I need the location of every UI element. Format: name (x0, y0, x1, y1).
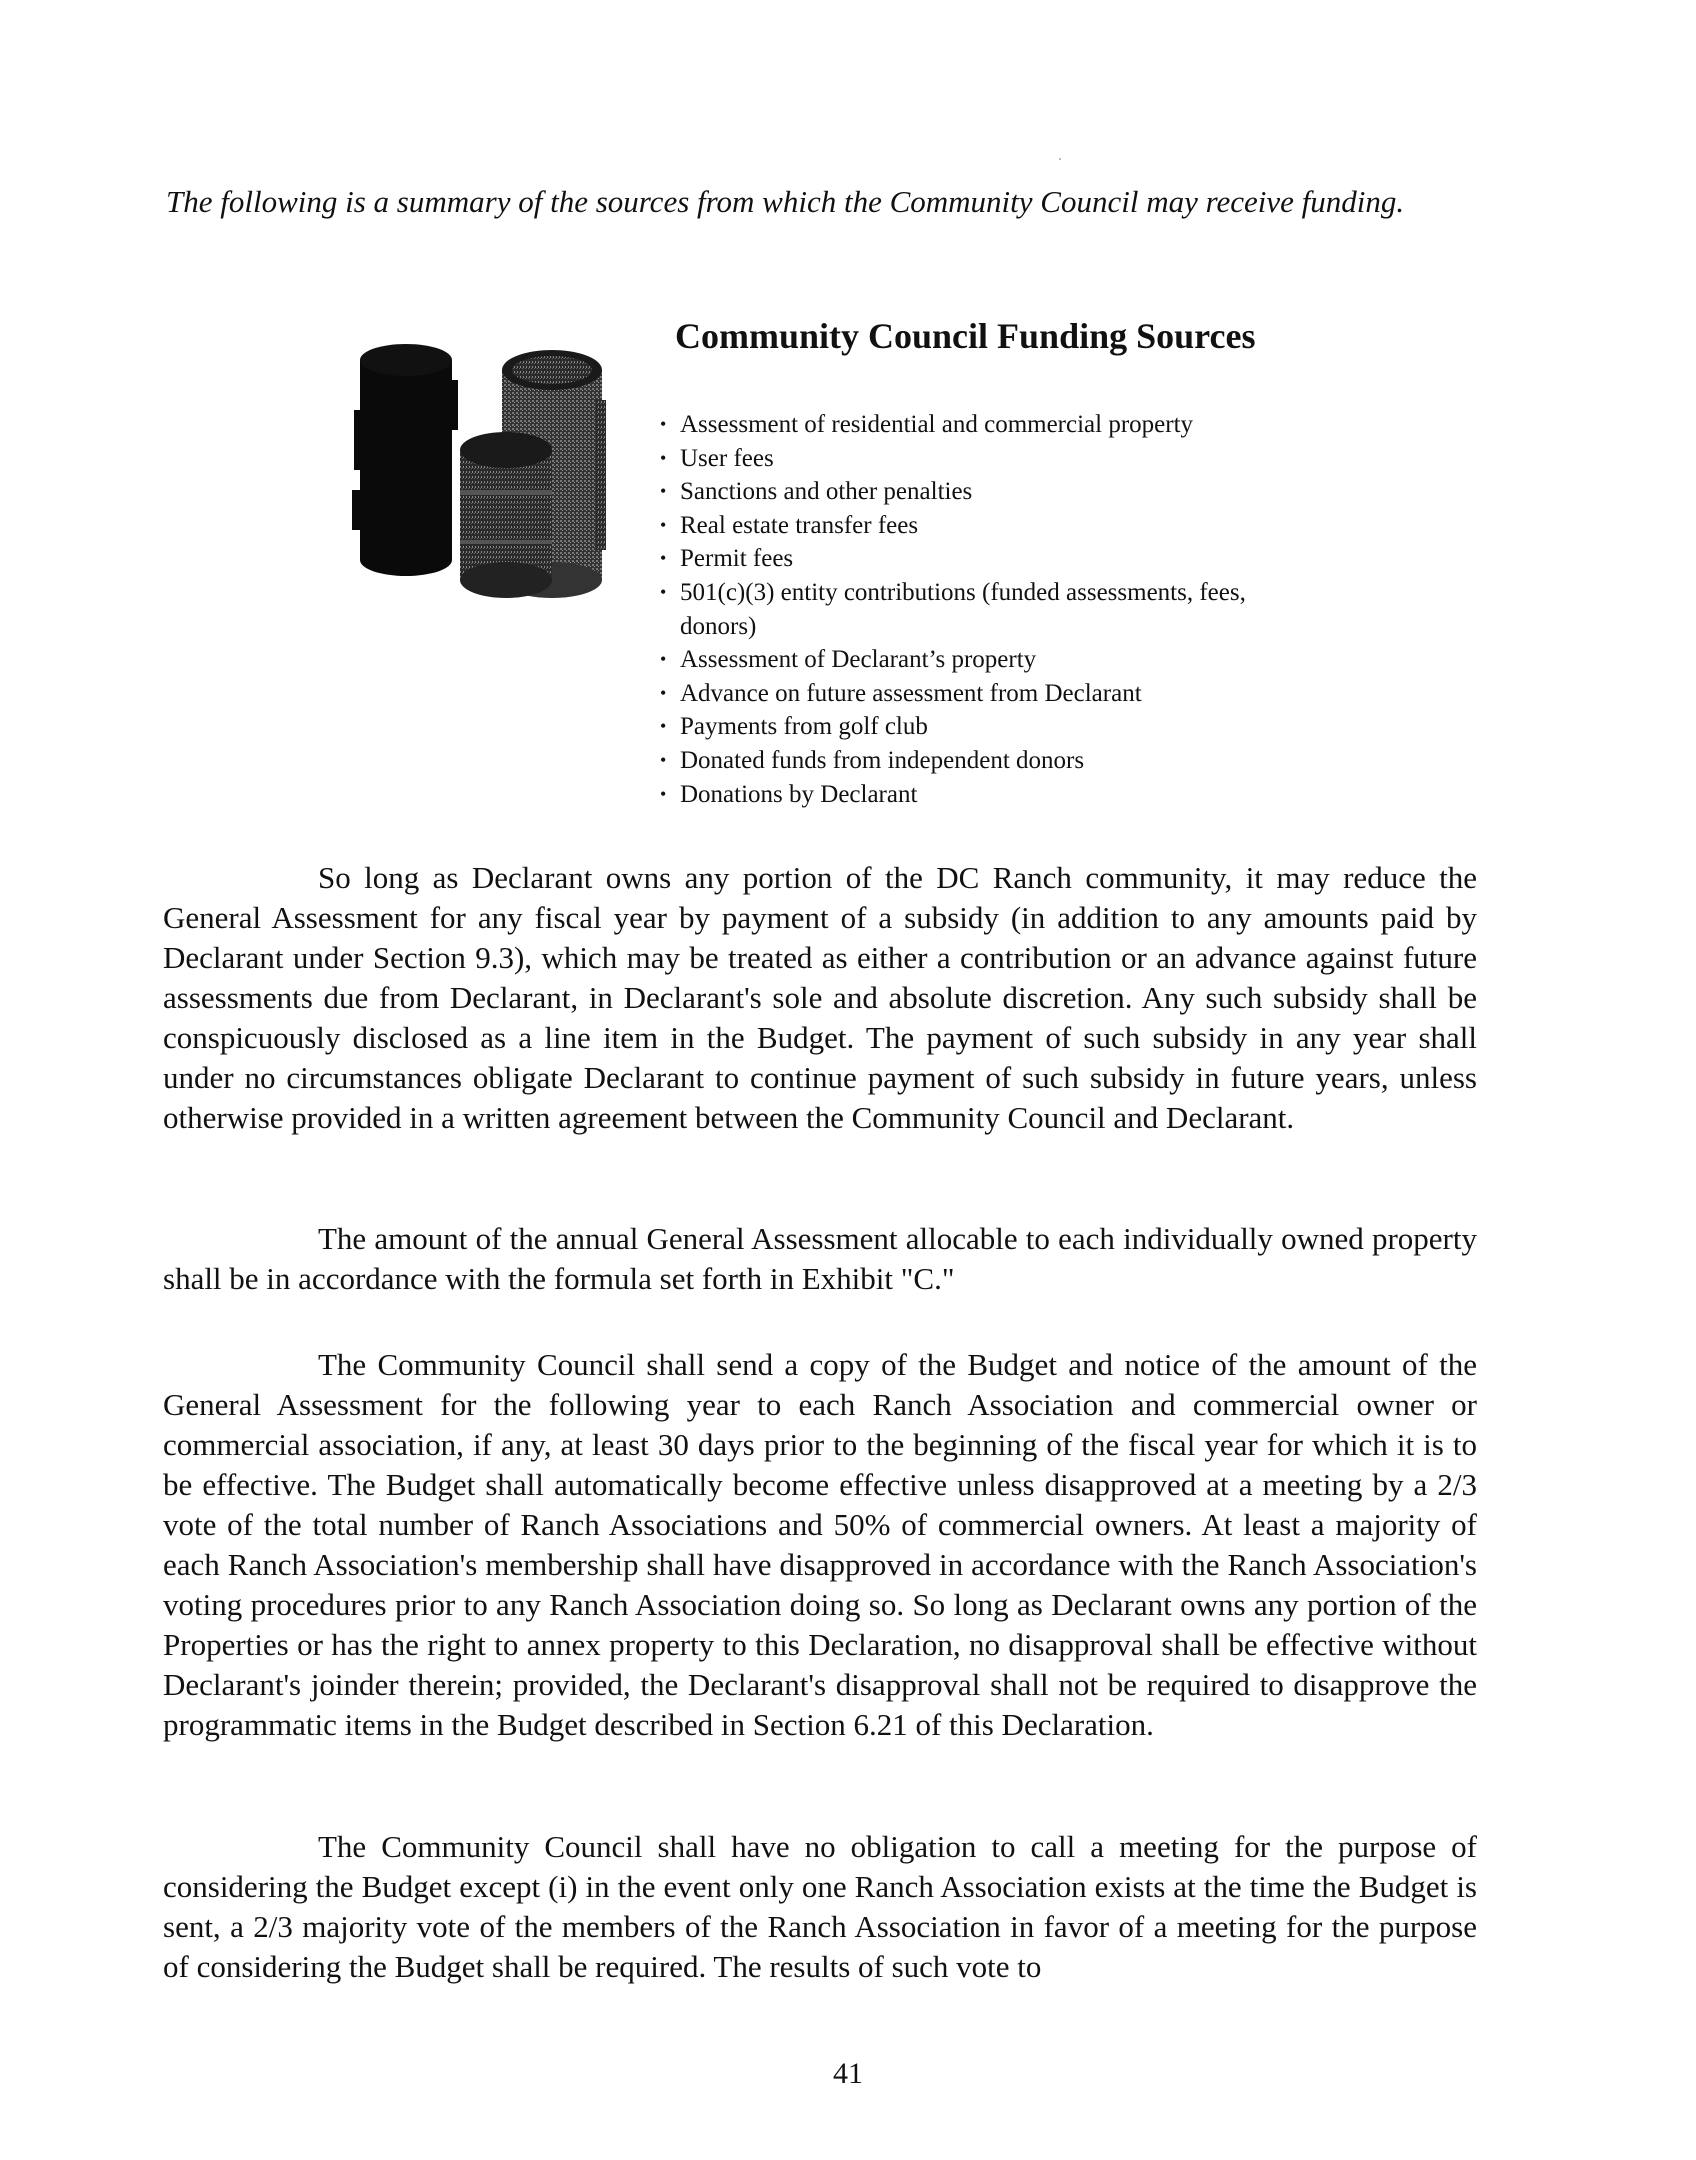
textured-coin-stack-front (460, 432, 552, 598)
list-item: • Payments from golf club (658, 710, 1298, 744)
list-item: • Assessment of Declarant’s property (658, 643, 1298, 677)
page-number: 41 (833, 2057, 863, 2090)
coin-stacks-icon (352, 340, 624, 602)
scan-speck (1059, 158, 1061, 160)
paragraph-budget-notice: The Community Council shall send a copy of the Budget and notice of the amount of the General Assessment for the following year to each Ranch Association and commercial owner or commercial association, if any, at least 30 days prior to the beginning of the fiscal year for which it is to be effective. The Budget shall automatically become effective unless disapproved at a meeting by a 2/3 vote of the total number of Ranch Associations and 50% of commercial owners. At least a majority of each Ranch Association's membership shall have disapproved in accordance with the Ranch Association's voting procedures prior to any Ranch Association doing so. So long as Declarant owns any portion of the Properties or has the right to annex property to this Declaration, no disapproval shall be effective without Declarant's joinder therein; provided, the Declarant's disapproval shall not be required to disapprove the programmatic items in the Budget described in Section 6.21 of this Declaration. (163, 1347, 1477, 1742)
list-item: • Assessment of residential and commercial property (658, 408, 1298, 442)
list-item: • Real estate transfer fees (658, 509, 1298, 543)
paragraph-meeting: The Community Council shall have no obligation to call a meeting for the purpose of considering the Budget except (i) in the event only one Ranch Association exists at the time the Budget is sent, a 2/3 majority vote of the members of the Ranch Association in favor of a meeting for the purpose of considering the Budget shall be required. The results of such vote to (163, 1829, 1477, 1984)
list-item: • User fees (658, 442, 1298, 476)
funding-sources-title: Community Council Funding Sources (675, 316, 1256, 356)
dark-coin-stack (352, 344, 458, 576)
list-item: • Donations by Declarant (658, 778, 1298, 812)
list-item: • 501(c)(3) entity contributions (funded assessments, fees, donors) (658, 576, 1298, 643)
funding-sources-list (658, 408, 1298, 811)
list-item: • Advance on future assessment from Declarant (658, 677, 1298, 711)
list-item: • Donated funds from independent donors (658, 744, 1298, 778)
list-item: • Permit fees (658, 542, 1298, 576)
intro-text: The following is a summary of the sources from which the Community Council may receive funding. (166, 184, 1405, 219)
list-item: • Sanctions and other penalties (658, 475, 1298, 509)
paragraph-allocation: The amount of the annual General Assessment allocable to each individually owned property shall be in accordance with the formula set forth in Exhibit "C." (163, 1221, 1477, 1296)
paragraph-subsidy: So long as Declarant owns any portion of the DC Ranch community, it may reduce the General Assessment for any fiscal year by payment of a subsidy (in addition to any amounts paid by Declarant under Section 9.3), which may be treated as either a contribution or an advance against future assessments due from Declarant, in Declarant's sole and absolute discretion. Any such subsidy shall be conspicuously disclosed as a line item in the Budget. The payment of such subsidy in any year shall under no circumstances obligate Declarant to continue payment of such subsidy in future years, unless otherwise provided in a written agreement between the Community Council and Declarant. (163, 860, 1477, 1135)
